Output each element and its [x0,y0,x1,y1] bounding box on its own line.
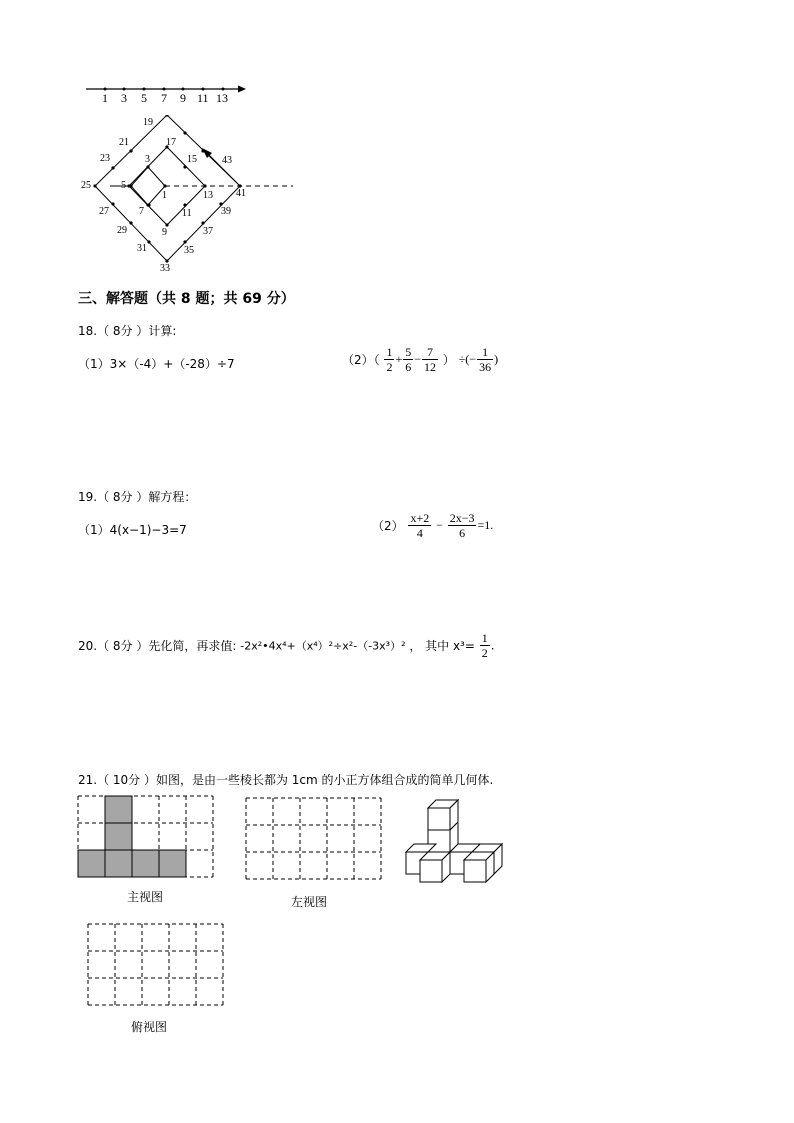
spiral-label: 15 [187,154,197,165]
fraction: $\frac{2x-3}{6}$ [449,511,475,540]
tick-label: 7 [161,91,167,105]
fraction: $\frac{1}{36}$ [479,345,492,374]
q18-part1: （1）3×（-4）+（-28）÷7 [78,357,235,371]
spiral-label: 31 [137,243,147,254]
spiral-label: 29 [117,225,127,236]
spiral-label: 5 [121,180,126,191]
spiral-label: 25 [81,180,91,191]
top-view-grid [86,923,226,1008]
q20: 20.（ 8分 ）先化简，再求值: -2x²•4x⁴+（x⁴）²÷x²-（-3x³）² ， 其中 x³= $\frac{1}{2}$ . [78,631,495,660]
fraction: $\frac{7}{12}$ [424,345,437,374]
front-view-grid [76,795,216,880]
spiral-label: 7 [139,206,144,217]
front-view-label: 主视图 [127,890,164,904]
section-title: 三、解答题（共 8 题；共 69 分） [78,291,295,307]
spiral-label: 13 [203,190,213,201]
q19-part1: （1）4(x−1)−3=7 [78,523,187,537]
spiral-label: 23 [100,153,110,164]
fraction: $\frac{5}{6}$ [405,345,412,374]
left-view-label: 左视图 [291,895,328,909]
spiral-label: 1 [162,190,167,201]
q20-expr: -2x²•4x⁴+（x⁴）²÷x²-（-3x³）² [240,639,406,653]
tick-label: 13 [216,91,228,105]
spiral-label: 37 [203,226,213,237]
q19-part2: （2） $\frac{x+2}{4}$ − $\frac{2x-3}{6}$ =1. [372,511,494,540]
top-view-label: 俯视图 [131,1020,168,1034]
tick-label: 1 [102,91,108,105]
fraction: $\frac{1}{2}$ [386,345,393,374]
fraction: $\frac{x+2}{4}$ [410,511,430,540]
q18-head: 18.（ 8分 ）计算: [78,324,177,338]
fraction: $\frac{1}{2}$ [481,631,488,660]
spiral-label: 27 [99,206,109,217]
q18-part2: （2）（ $\frac{1}{2}$ + $\frac{5}{6}$ − $\frac{7}{12}$ ） ÷(− $\frac{1}{36}$ ) [342,345,499,374]
spiral-label: 3 [145,154,150,165]
spiral-label: 43 [222,155,232,166]
spiral-label: 41 [236,188,246,199]
q18-open: （2）（ [342,353,380,367]
tick-label: 3 [121,91,127,105]
spiral-label: 39 [221,206,231,217]
q21-head: 21.（ 10分 ）如图，是由一些棱长都为 1cm 的小正方体组合成的简单几何体. [78,773,494,787]
spiral-label: 19 [143,117,153,128]
spiral-label: 9 [162,227,167,238]
spiral-label: 33 [160,263,170,274]
spiral-label: 11 [182,208,192,219]
cube-solid-figure [400,798,508,886]
spiral-label: 35 [184,245,194,256]
tick-label: 11 [197,91,209,105]
q19-head: 19.（ 8分 ）解方程： [78,490,197,504]
tick-label: 5 [141,91,147,105]
q20-head: 20.（ 8分 ）先化简，再求值: [78,639,237,653]
left-view-grid [244,797,384,882]
tick-label: 9 [180,91,186,105]
spiral-label: 21 [119,137,129,148]
spiral-label: 17 [166,137,176,148]
